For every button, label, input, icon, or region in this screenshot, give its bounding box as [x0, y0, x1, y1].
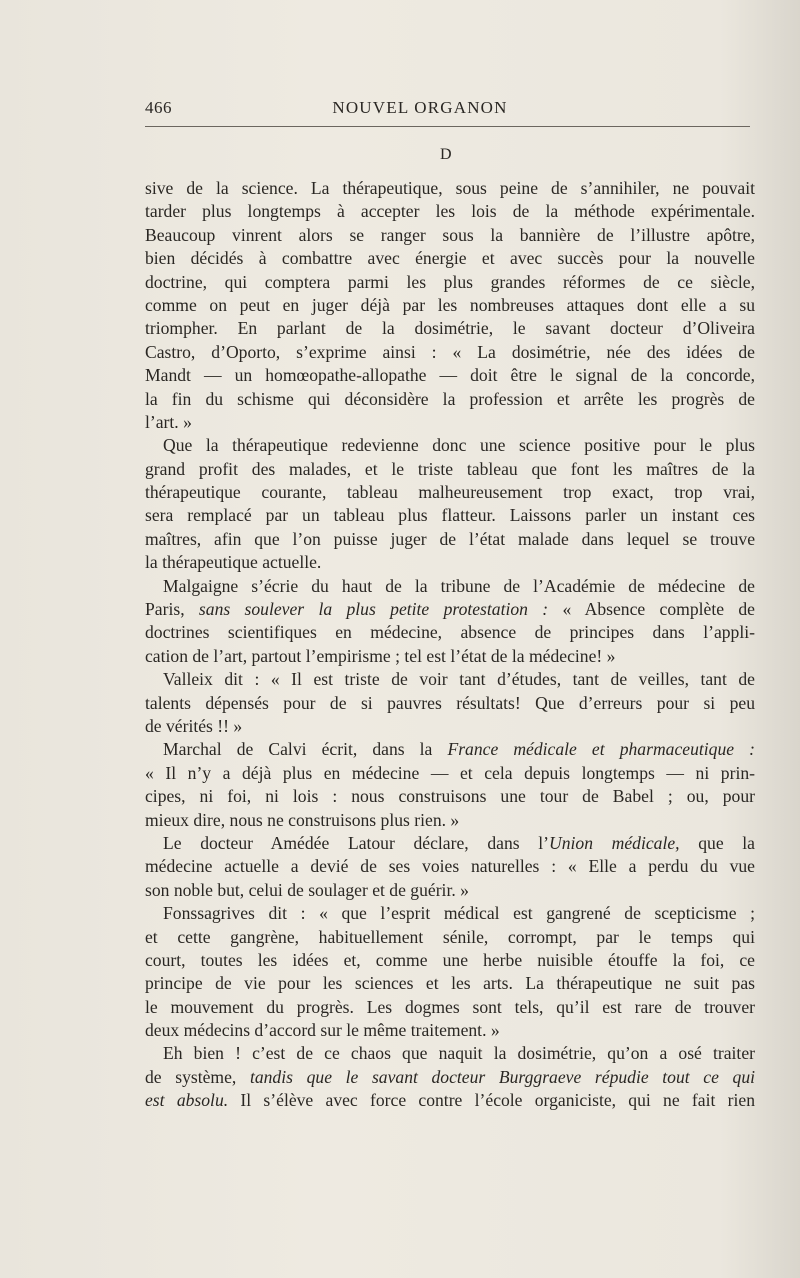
text-line: bien décidés à combattre avec énergie et avec succès pour la nouvelle [145, 248, 755, 269]
text-line: la fin du schisme qui déconsidère la profession et arrête les progrès de [145, 388, 755, 409]
text-run: Paris, [145, 599, 199, 620]
body-text [145, 177, 755, 1113]
page-header [145, 98, 765, 122]
text-line: sive de la science. La thérapeutique, sous peine de s’annihiler, ne pouvait [145, 178, 755, 198]
running-title: NOUVEL ORGANON [332, 98, 508, 117]
text-run: Il s’élève avec force contre l’école organiciste, qui ne fait rien [228, 1090, 755, 1111]
text-line: doctrine, qui comptera parmi les plus grandes réformes de ce siècle, [145, 271, 755, 292]
italic-text-run: sans soulever la plus petite protestation : [198, 599, 549, 620]
text-line: Beaucoup vinrent alors se ranger sous la bannière de l’illustre apôtre, [145, 224, 755, 245]
text-run: que la [679, 832, 755, 853]
italic-text-run: est absolu. [145, 1090, 229, 1111]
signature-mark: D [440, 146, 452, 163]
text-line: le mouvement du progrès. Les dogmes sont tels, qu’il est rare de trouver [145, 996, 755, 1017]
italic-text-run: France médicale et pharmaceutique : [447, 739, 755, 760]
page-number: 466 [145, 98, 172, 117]
text-line: cation de l’art, partout l’empirisme ; tel est l’état de la médecine! » [145, 645, 616, 666]
text-line: talents dépensés pour de si pauvres résultats! Que d’erreurs pour si peu [145, 692, 755, 713]
text-line: Mandt — un homœopathe-allopathe — doit être le signal de la concorde, [145, 365, 755, 386]
text-line: triompher. En parlant de la dosimétrie, le savant docteur d’Oliveira [145, 318, 755, 339]
text-line: Castro, d’Oporto, s’exprime ainsi : « La dosimétrie, née des idées de [145, 341, 755, 362]
text-run: de système, [145, 1066, 250, 1087]
italic-text-run: Union médicale, [549, 832, 680, 853]
text-line: son noble but, celui de soulager et de guérir. » [145, 879, 469, 900]
text-line: court, toutes les idées et, comme une herbe nuisible étouffe la foi, ce [145, 949, 755, 970]
text-line: principe de vie pour les sciences et les arts. La thérapeutique ne suit pas [145, 973, 755, 994]
text-line: cipes, ni foi, ni lois : nous construisons une tour de Babel ; ou, pour [145, 786, 755, 807]
text-line: l’art. » [145, 411, 192, 432]
italic-text-run: tandis que le savant docteur Burggraeve répudie tout ce qui [249, 1066, 756, 1087]
text-line: grand profit des malades, et le triste tableau que font les maîtres de la [145, 458, 755, 479]
text-line: comme on peut en juger déjà par les nombreuses attaques dont elle a su [145, 294, 755, 315]
text-line [145, 1089, 755, 1112]
text-line: Valleix dit : « Il est triste de voir tant d’études, tant de veilles, tant de [163, 669, 755, 690]
header-rule [145, 126, 750, 127]
text-line: mieux dire, nous ne construisons plus rien. » [145, 809, 460, 830]
text-line [145, 832, 755, 855]
text-line [145, 598, 755, 621]
text-line [145, 1066, 755, 1089]
text-line: Malgaigne s’écrie du haut de la tribune de l’Académie de médecine de [163, 575, 755, 596]
text-run: Le docteur Amédée Latour déclare, dans l’ [163, 832, 549, 853]
text-line: Eh bien ! c’est de ce chaos que naquit la dosimétrie, qu’on a osé traiter [163, 1043, 755, 1064]
text-line: thérapeutique courante, tableau malheureusement trop exact, trop vrai, [145, 482, 755, 503]
text-line: deux médecins d’accord sur le même traitement. » [145, 1020, 500, 1041]
text-line: et cette gangrène, habituellement sénile, corrompt, par le temps qui [145, 926, 755, 947]
text-line: « Il n’y a déjà plus en médecine — et cela depuis longtemps — ni prin- [145, 762, 755, 783]
text-line: médecine actuelle a devié de ses voies naturelles : « Elle a perdu du vue [145, 856, 755, 877]
text-line: sera remplacé par un tableau plus flatteur. Laissons parler un instant ces [145, 505, 755, 526]
text-line: de vérités !! » [145, 715, 243, 736]
text-line [145, 738, 755, 761]
text-line: doctrines scientifiques en médecine, absence de principes dans l’appli- [145, 622, 755, 643]
text-line: Que la thérapeutique redevienne donc une science positive pour le plus [163, 435, 755, 456]
text-line: la thérapeutique actuelle. [145, 552, 322, 573]
text-line: maîtres, afin que l’on puisse juger de l’état malade dans lequel se trouve [145, 528, 755, 549]
text-line: tarder plus longtemps à accepter les lois de la méthode expérimentale. [145, 201, 755, 222]
text-line: Fonssagrives dit : « que l’esprit médical est gangrené de scepticisme ; [163, 903, 755, 924]
text-run: « Absence complète de [548, 599, 755, 620]
text-run: Marchal de Calvi écrit, dans la [163, 739, 448, 760]
